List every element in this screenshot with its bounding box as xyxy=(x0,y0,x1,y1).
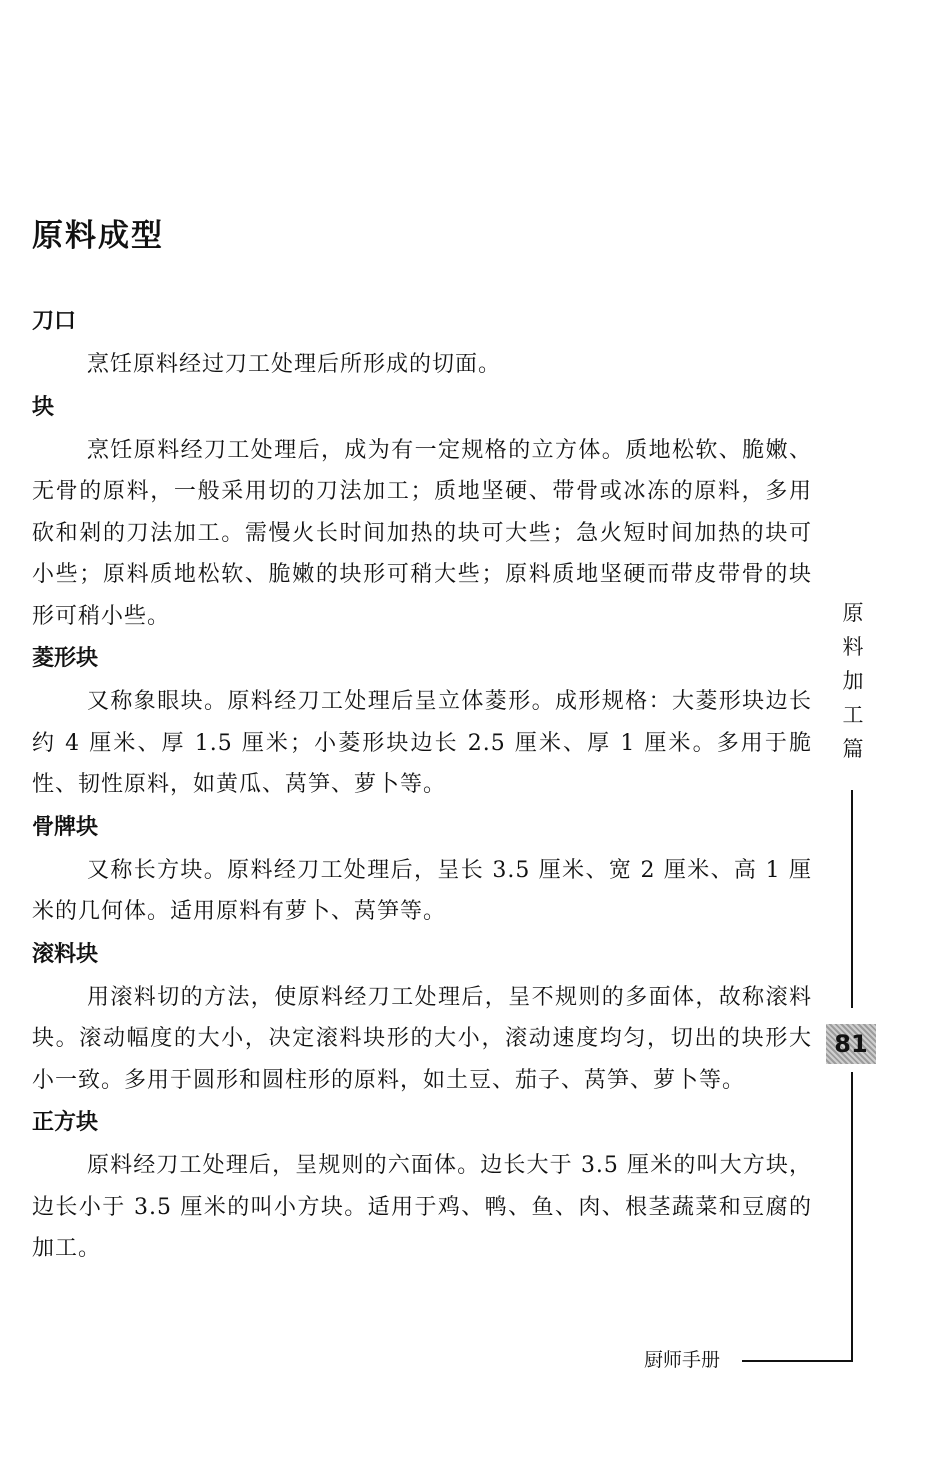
page-number-badge: 81 xyxy=(826,1024,876,1064)
running-footer: 厨师手册 xyxy=(644,1349,721,1371)
side-tab-char: 原 xyxy=(842,601,864,625)
entry-term: 正方块 xyxy=(32,1110,99,1135)
entry xyxy=(32,300,812,386)
entry-term: 骨牌块 xyxy=(32,814,99,840)
side-tab-char: 工 xyxy=(842,703,864,727)
entry-text: 又称象眼块。原料经刀工处理后呈立体菱形。成形规格：大菱形块边长约 4 厘米、厚 1.5 厘米；小菱形块边长 2.5 厘米、厚 1 厘米。多用于脆性、韧性原料，如黄瓜、莴笋、萝卜等。 xyxy=(32,689,812,797)
entry xyxy=(32,933,812,1102)
entry-text: 原料经刀工处理后，呈规则的六面体。边长大于 3.5 厘米的叫大方块，边长小于 3.5 厘米的叫小方块。适用于鸡、鸭、鱼、肉、根茎蔬菜和豆腐的加工。 xyxy=(32,1153,812,1261)
entry-text: 烹饪原料经过刀工处理后所形成的切面。 xyxy=(87,352,502,377)
entry-term: 块 xyxy=(32,394,55,420)
side-tab-char: 加 xyxy=(842,669,864,693)
entry-list xyxy=(32,300,812,1270)
entry xyxy=(32,637,812,806)
page-title: 原料成型 xyxy=(32,218,164,254)
side-tab-char: 料 xyxy=(842,635,864,659)
entry xyxy=(32,806,812,933)
footer-rule xyxy=(742,1360,853,1362)
margin-rule-top xyxy=(851,790,853,1008)
entry-term: 刀口 xyxy=(32,309,77,334)
entry-term: 滚料块 xyxy=(32,941,99,967)
section-side-tab xyxy=(838,596,868,766)
margin-rule-bottom xyxy=(851,1072,853,1362)
entry-text: 用滚料切的方法，使原料经刀工处理后，呈不规则的多面体，故称滚料块。滚动幅度的大小，决定滚料块形的大小，滚动速度均匀，切出的块形大小一致。多用于圆形和圆柱形的原料，如土豆、茄子、莴笋、萝卜等。 xyxy=(32,984,812,1093)
entry xyxy=(32,1101,812,1270)
entry xyxy=(32,386,812,638)
entry-term: 菱形块 xyxy=(32,646,99,671)
entry-text: 烹饪原料经刀工处理后，成为有一定规格的立方体。质地松软、脆嫩、无骨的原料，一般采用切的刀法加工；质地坚硬、带骨或冰冻的原料，多用砍和剁的刀法加工。需慢火长时间加热的块可大些；急火短时间加热的块可小些；原料质地松软、脆嫩的块形可稍大些；原料质地坚硬而带皮带骨的块形可稍小些。 xyxy=(32,437,812,629)
entry-text: 又称长方块。原料经刀工处理后，呈长 3.5 厘米、宽 2 厘米、高 1 厘米的几何体。适用原料有萝卜、莴笋等。 xyxy=(32,857,812,924)
side-tab-char: 篇 xyxy=(842,737,864,761)
